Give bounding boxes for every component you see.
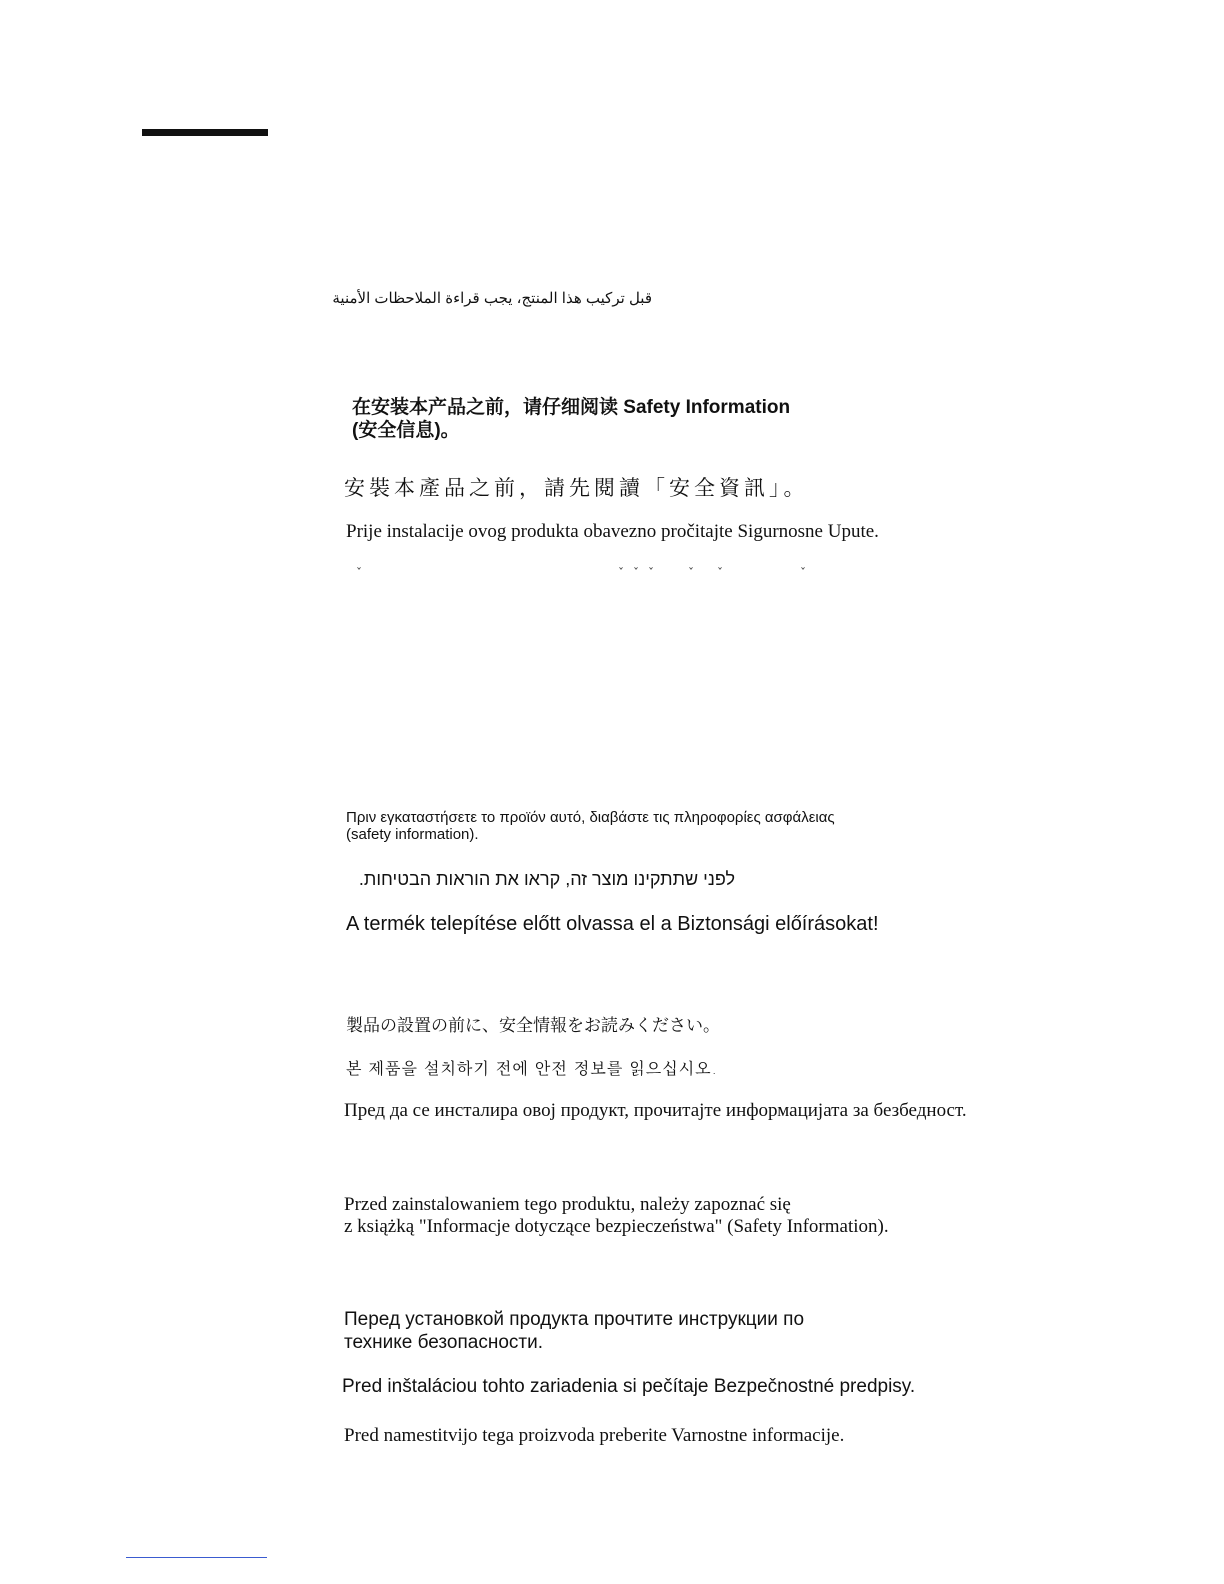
notice-russian-line1: Перед установкой продукта прочтите инструкции по [344, 1309, 805, 1330]
notice-hungarian: A termék telepítése előtt olvassa el a Biztonsági előírásokat! [346, 913, 879, 935]
czech-stray-mark: ˇ [688, 566, 694, 580]
notice-greek-line1: Πριν εγκαταστήσετε το προϊόν αυτό, διαβάστε τις πληροφορίες ασφάλειας [346, 809, 835, 826]
section-rule-top [142, 129, 268, 136]
czech-stray-mark: ˇ [800, 566, 806, 580]
notice-slovenian: Pred namestitvijo tega proizvoda preberite Varnostne informacije. [344, 1425, 845, 1446]
notice-chinese-simplified-line2: (安全信息)。 [352, 420, 460, 441]
notice-chinese-simplified-line1: 在安装本产品之前，请仔细阅读 Safety Information [352, 397, 791, 418]
notice-croatian: Prije instalacije ovog produkta obavezno pročitajte Sigurnosne Upute. [346, 521, 879, 542]
notice-russian-line2: технике безопасности. [344, 1332, 544, 1353]
notice-greek-line2: (safety information). [346, 826, 479, 843]
czech-stray-mark: ˇ [633, 566, 639, 580]
czech-stray-mark: ˇ [618, 566, 624, 580]
notice-chinese-traditional: 安裝本產品之前，請先閱讀「安全資訊」。 [344, 476, 809, 500]
czech-stray-mark: ˇ [717, 566, 723, 580]
czech-stray-mark: ˇ [648, 566, 654, 580]
notice-arabic: قبل تركيب هذا المنتج، يجب قراءة الملاحظات الأمنية [332, 290, 652, 307]
czech-stray-mark: ˇ [356, 566, 362, 580]
notice-macedonian: Пред да се инсталира овој продукт, прочитајте информацијата за безбедност. [344, 1100, 967, 1121]
notice-japanese: 製品の設置の前に、安全情報をお読みください。 [346, 1016, 720, 1035]
notice-korean: 본 제품을 설치하기 전에 안전 정보를 읽으십시오. [346, 1059, 718, 1078]
notice-polish-line2: z książką "Informacje dotyczące bezpieczeństwa" (Safety Information). [344, 1216, 889, 1237]
notice-slovak: Pred inštaláciou tohto zariadenia si pečítaje Bezpečnostné predpisy. [342, 1376, 916, 1397]
notice-hebrew: לפני שתתקינו מוצר זה, קראו את הוראות הבטיחות. [358, 869, 735, 889]
notice-polish-line1: Przed zainstalowaniem tego produktu, należy zapoznać się [344, 1194, 791, 1215]
footer-rule [126, 1557, 267, 1558]
